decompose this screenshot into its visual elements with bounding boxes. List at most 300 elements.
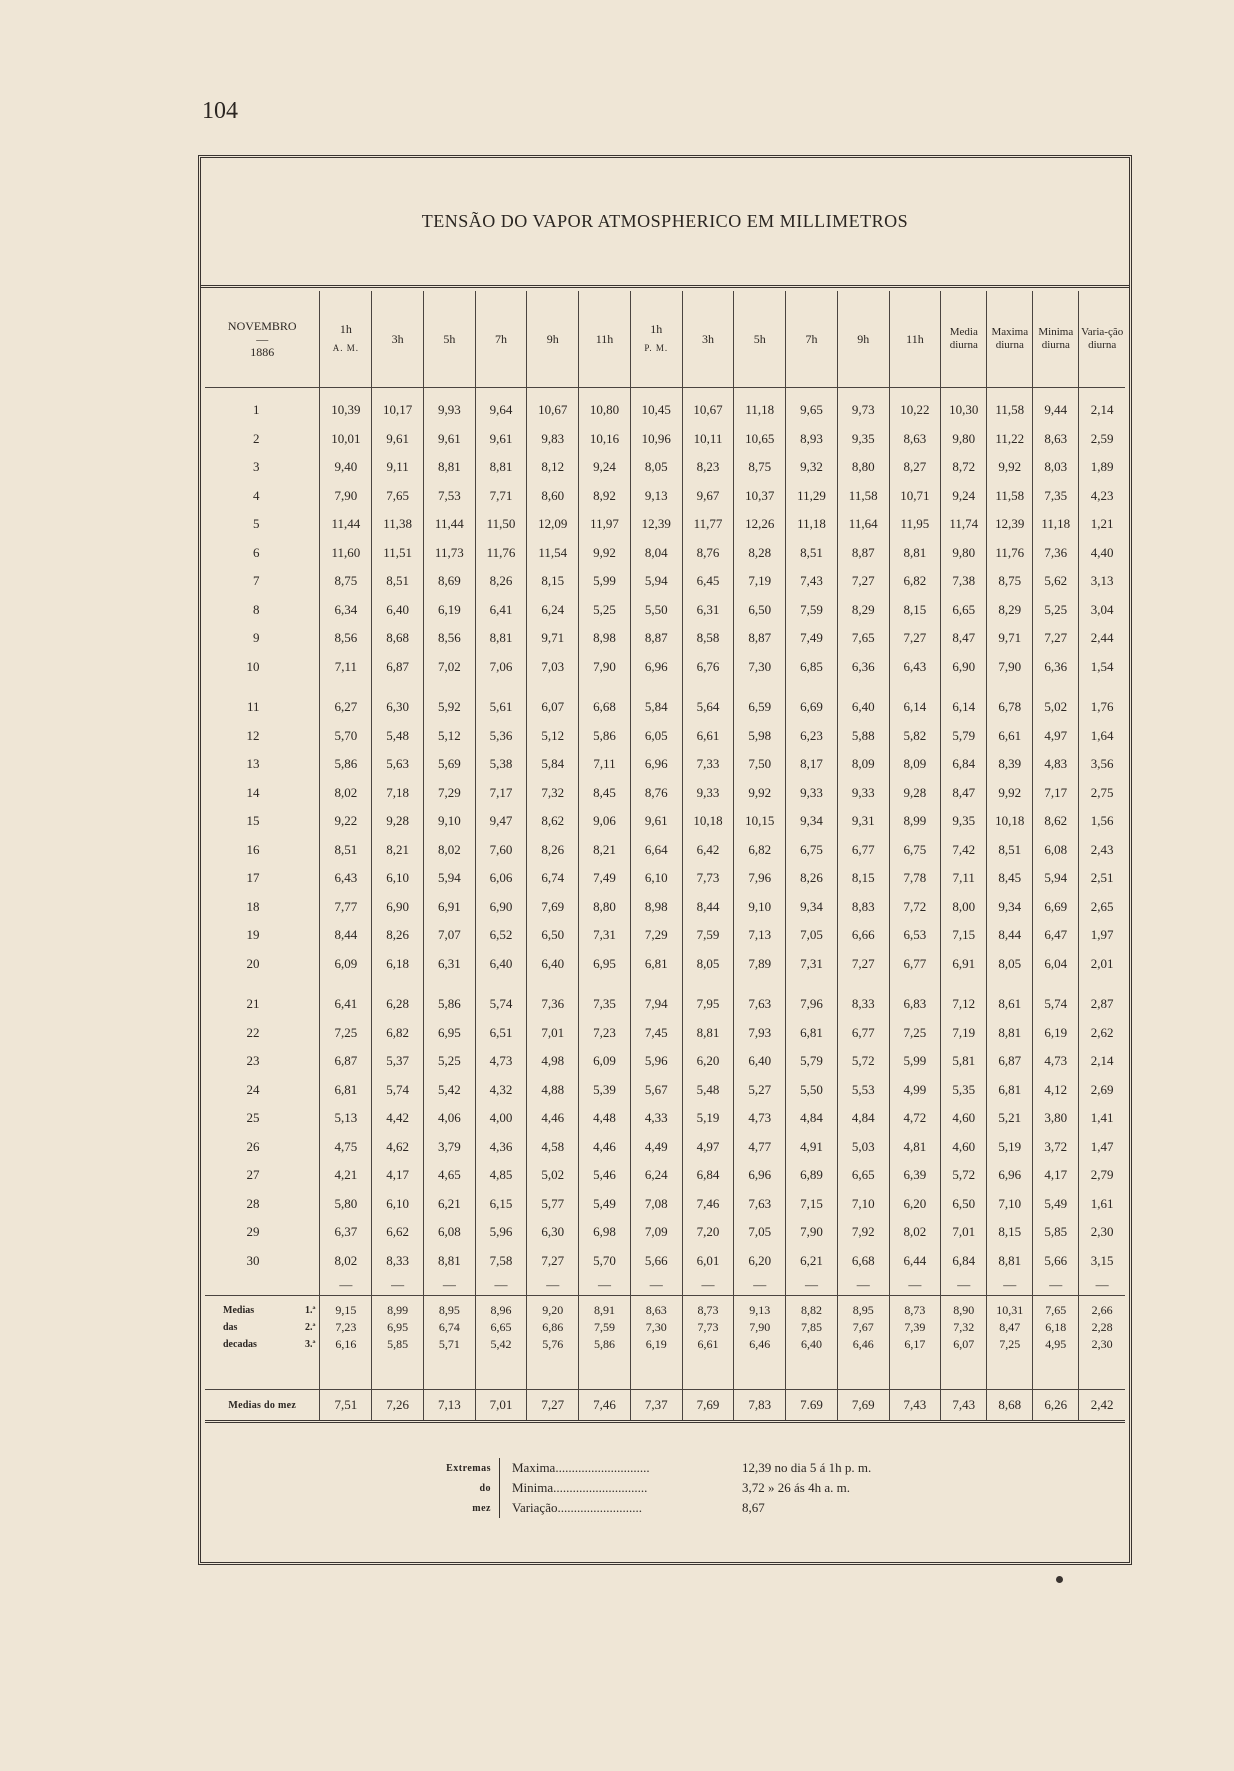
value-cell: 9,80 bbox=[941, 539, 987, 568]
value-cell: 8,81 bbox=[889, 539, 941, 568]
value-cell: 9,92 bbox=[734, 779, 786, 808]
var-value: 8,67 bbox=[742, 1500, 765, 1515]
table-row bbox=[205, 653, 1125, 682]
day-cell: 2 bbox=[252, 430, 260, 446]
value-cell: 6,36 bbox=[837, 653, 889, 682]
value-cell: 5,77 bbox=[527, 1190, 579, 1219]
decade-value: 7,65 bbox=[1033, 1296, 1079, 1320]
hour-header: 1h A. M. bbox=[320, 291, 372, 388]
value-cell: 8,75 bbox=[320, 567, 372, 596]
value-cell: 6,41 bbox=[320, 990, 372, 1019]
value-cell: 10,71 bbox=[889, 482, 941, 511]
value-cell: 5,13 bbox=[320, 1104, 372, 1133]
value-cell: 6,08 bbox=[1033, 836, 1079, 865]
decade-value: 8,73 bbox=[682, 1296, 734, 1320]
value-cell: 5,84 bbox=[630, 693, 682, 722]
decade-value: 9,13 bbox=[734, 1296, 786, 1320]
decade-value: 6,40 bbox=[786, 1336, 838, 1361]
value-cell: 7,65 bbox=[372, 482, 424, 511]
value-cell: 4,72 bbox=[889, 1104, 941, 1133]
value-cell: 7,01 bbox=[527, 1019, 579, 1048]
variacao-header: Varia-ção diurna bbox=[1079, 291, 1125, 388]
value-cell: 6,04 bbox=[1033, 950, 1079, 979]
value-cell: 8,98 bbox=[630, 893, 682, 922]
value-cell: 8,45 bbox=[579, 779, 631, 808]
value-cell: 5,70 bbox=[320, 722, 372, 751]
maxima-header: Maxima diurna bbox=[987, 291, 1033, 388]
value-cell: 4,97 bbox=[1033, 722, 1079, 751]
value-cell: 9,34 bbox=[786, 807, 838, 836]
value-cell: 5,79 bbox=[941, 722, 987, 751]
value-cell: 9,24 bbox=[941, 482, 987, 511]
value-cell: 2,14 bbox=[1079, 1047, 1125, 1076]
value-cell: 10,80 bbox=[579, 388, 631, 425]
value-cell: 5,72 bbox=[837, 1047, 889, 1076]
value-cell: 5,03 bbox=[837, 1133, 889, 1162]
value-cell: 8,92 bbox=[579, 482, 631, 511]
max-value: 12,39 no dia 5 á 1h p. m. bbox=[742, 1460, 872, 1475]
value-cell: 5,53 bbox=[837, 1076, 889, 1105]
value-cell: 4,46 bbox=[579, 1133, 631, 1162]
month-mean-label: Medias do mez bbox=[205, 1390, 320, 1422]
value-cell: 8,51 bbox=[786, 539, 838, 568]
value-cell: 7,15 bbox=[786, 1190, 838, 1219]
value-cell: 2,69 bbox=[1079, 1076, 1125, 1105]
value-cell: 6,68 bbox=[579, 693, 631, 722]
value-cell: 11,51 bbox=[372, 539, 424, 568]
pm-label: P. M. bbox=[644, 343, 669, 353]
value-cell: 11,74 bbox=[941, 510, 987, 539]
value-cell: 5,99 bbox=[579, 567, 631, 596]
value-cell: 7,49 bbox=[786, 624, 838, 653]
value-cell: 8,44 bbox=[682, 893, 734, 922]
max-label: Maxima............................. bbox=[512, 1460, 650, 1475]
value-cell: 8,23 bbox=[682, 453, 734, 482]
value-cell: 6,31 bbox=[423, 950, 475, 979]
month-mean-value: 7,46 bbox=[579, 1390, 631, 1422]
value-cell: 4,42 bbox=[372, 1104, 424, 1133]
decade-value: 7,73 bbox=[682, 1319, 734, 1336]
value-cell: 6,84 bbox=[941, 1247, 987, 1276]
value-cell: 7,59 bbox=[682, 921, 734, 950]
decade-row bbox=[205, 1319, 1125, 1336]
value-cell: 10,18 bbox=[682, 807, 734, 836]
value-cell: 8,15 bbox=[837, 864, 889, 893]
value-cell: 11,60 bbox=[320, 539, 372, 568]
day-cell: 14 bbox=[246, 784, 260, 800]
month-header bbox=[205, 291, 320, 388]
day-cell: 15 bbox=[246, 813, 260, 829]
min-label: Minima............................. bbox=[512, 1480, 648, 1495]
value-cell: 11,58 bbox=[987, 388, 1033, 425]
hour-header: 7h bbox=[786, 291, 838, 388]
month-mean-value: 7,51 bbox=[320, 1390, 372, 1422]
table-row bbox=[205, 1019, 1125, 1048]
value-cell: 8,05 bbox=[682, 950, 734, 979]
value-cell: 8,75 bbox=[987, 567, 1033, 596]
value-cell: 6,14 bbox=[941, 693, 987, 722]
value-cell: 7,94 bbox=[630, 990, 682, 1019]
value-cell: 7,23 bbox=[579, 1019, 631, 1048]
value-cell: 6,15 bbox=[475, 1190, 527, 1219]
value-cell: 4,81 bbox=[889, 1133, 941, 1162]
value-cell: 4,06 bbox=[423, 1104, 475, 1133]
value-cell: 7,38 bbox=[941, 567, 987, 596]
value-cell: 3,79 bbox=[423, 1133, 475, 1162]
value-cell: 5,48 bbox=[682, 1076, 734, 1105]
value-cell: 9,61 bbox=[475, 425, 527, 454]
day-cell: 23 bbox=[246, 1053, 260, 1069]
value-cell: 5,25 bbox=[579, 596, 631, 625]
value-cell: 9,61 bbox=[630, 807, 682, 836]
value-cell: 9,31 bbox=[837, 807, 889, 836]
value-cell: 8,15 bbox=[987, 1218, 1033, 1247]
decade-value: 2,28 bbox=[1079, 1319, 1125, 1336]
value-cell: 9,24 bbox=[579, 453, 631, 482]
table-frame bbox=[198, 155, 1132, 1565]
value-cell: 4,91 bbox=[786, 1133, 838, 1162]
value-cell: 11,76 bbox=[475, 539, 527, 568]
table-row bbox=[205, 1133, 1125, 1162]
decade-value: 5,42 bbox=[475, 1336, 527, 1361]
value-cell: 6,68 bbox=[837, 1247, 889, 1276]
value-cell: 7,25 bbox=[320, 1019, 372, 1048]
dash-row bbox=[205, 1275, 1125, 1296]
value-cell: 4,99 bbox=[889, 1076, 941, 1105]
value-cell: 8,81 bbox=[475, 453, 527, 482]
value-cell: 6,85 bbox=[786, 653, 838, 682]
hour-header: 3h bbox=[372, 291, 424, 388]
value-cell: 6,81 bbox=[786, 1019, 838, 1048]
dash-cell: — bbox=[734, 1275, 786, 1296]
value-cell: 6,95 bbox=[423, 1019, 475, 1048]
decade-label: Medias bbox=[223, 1305, 255, 1316]
value-cell: 6,82 bbox=[372, 1019, 424, 1048]
value-cell: 9,34 bbox=[987, 893, 1033, 922]
value-cell: 7,10 bbox=[837, 1190, 889, 1219]
value-cell: 5,27 bbox=[734, 1076, 786, 1105]
value-cell: 5,21 bbox=[987, 1104, 1033, 1133]
value-cell: 6,40 bbox=[837, 693, 889, 722]
value-cell: 6,40 bbox=[527, 950, 579, 979]
value-cell: 6,66 bbox=[837, 921, 889, 950]
value-cell: 8,29 bbox=[837, 596, 889, 625]
decade-value: 6,07 bbox=[941, 1336, 987, 1361]
value-cell: 8,21 bbox=[579, 836, 631, 865]
value-cell: 8,26 bbox=[372, 921, 424, 950]
value-cell: 4,23 bbox=[1079, 482, 1125, 511]
value-cell: 8,87 bbox=[734, 624, 786, 653]
header-row bbox=[205, 291, 1125, 388]
value-cell: 6,62 bbox=[372, 1218, 424, 1247]
decade-value: 5,86 bbox=[579, 1336, 631, 1361]
value-cell: 8,28 bbox=[734, 539, 786, 568]
table-row bbox=[205, 1247, 1125, 1276]
decade-value: 7,90 bbox=[734, 1319, 786, 1336]
decade-value: 5,71 bbox=[423, 1336, 475, 1361]
dash-cell: — bbox=[475, 1275, 527, 1296]
value-cell: 8,26 bbox=[786, 864, 838, 893]
month-mean-value: 8,68 bbox=[987, 1390, 1033, 1422]
value-cell: 1,41 bbox=[1079, 1104, 1125, 1133]
value-cell: 4,84 bbox=[786, 1104, 838, 1133]
value-cell: 9,93 bbox=[423, 388, 475, 425]
value-cell: 4,83 bbox=[1033, 750, 1079, 779]
value-cell: 6,77 bbox=[837, 1019, 889, 1048]
value-cell: 6,09 bbox=[320, 950, 372, 979]
value-cell: 6,30 bbox=[372, 693, 424, 722]
value-cell: 7,49 bbox=[579, 864, 631, 893]
value-cell: 11,18 bbox=[786, 510, 838, 539]
month-mean-value: 7,69 bbox=[837, 1390, 889, 1422]
value-cell: 2,59 bbox=[1079, 425, 1125, 454]
value-cell: 5,92 bbox=[423, 693, 475, 722]
value-cell: 4,12 bbox=[1033, 1076, 1079, 1105]
dash-cell: — bbox=[372, 1275, 424, 1296]
value-cell: 2,65 bbox=[1079, 893, 1125, 922]
value-cell: 10,65 bbox=[734, 425, 786, 454]
value-cell: 8,63 bbox=[1033, 425, 1079, 454]
value-cell: 7,05 bbox=[734, 1218, 786, 1247]
value-cell: 7,60 bbox=[475, 836, 527, 865]
var-label: Variação.......................... bbox=[512, 1500, 642, 1515]
value-cell: 10,96 bbox=[630, 425, 682, 454]
value-cell: 6,74 bbox=[527, 864, 579, 893]
value-cell: 7,13 bbox=[734, 921, 786, 950]
value-cell: 7,63 bbox=[734, 990, 786, 1019]
table-row bbox=[205, 893, 1125, 922]
decade-value: 8,63 bbox=[630, 1296, 682, 1320]
value-cell: 6,44 bbox=[889, 1247, 941, 1276]
value-cell: 7,29 bbox=[423, 779, 475, 808]
table-row bbox=[205, 510, 1125, 539]
value-cell: 6,20 bbox=[889, 1190, 941, 1219]
value-cell: 6,10 bbox=[372, 864, 424, 893]
value-cell: 8,76 bbox=[630, 779, 682, 808]
decade-value: 7,25 bbox=[987, 1336, 1033, 1361]
value-cell: 4,97 bbox=[682, 1133, 734, 1162]
value-cell: 6,61 bbox=[987, 722, 1033, 751]
value-cell: 6,81 bbox=[320, 1076, 372, 1105]
table-row bbox=[205, 693, 1125, 722]
day-cell: 4 bbox=[252, 487, 260, 503]
value-cell: 7,77 bbox=[320, 893, 372, 922]
value-cell: 8,12 bbox=[527, 453, 579, 482]
value-cell: 6,05 bbox=[630, 722, 682, 751]
page-number: 104 bbox=[202, 98, 238, 124]
value-cell: 8,45 bbox=[987, 864, 1033, 893]
value-cell: 5,25 bbox=[1033, 596, 1079, 625]
value-cell: 7,90 bbox=[579, 653, 631, 682]
value-cell: 4,65 bbox=[423, 1161, 475, 1190]
value-cell: 8,02 bbox=[889, 1218, 941, 1247]
table-row bbox=[205, 864, 1125, 893]
value-cell: 6,95 bbox=[579, 950, 631, 979]
value-cell: 5,12 bbox=[527, 722, 579, 751]
table-row bbox=[205, 1104, 1125, 1133]
value-cell: 7,95 bbox=[682, 990, 734, 1019]
decade-value: 8,96 bbox=[475, 1296, 527, 1320]
value-cell: 1,56 bbox=[1079, 807, 1125, 836]
value-cell: 11,58 bbox=[987, 482, 1033, 511]
day-cell: 16 bbox=[246, 841, 260, 857]
table-row bbox=[205, 1218, 1125, 1247]
dash-cell: — bbox=[630, 1275, 682, 1296]
value-cell: 10,67 bbox=[682, 388, 734, 425]
value-cell: 6,39 bbox=[889, 1161, 941, 1190]
value-cell: 4,17 bbox=[372, 1161, 424, 1190]
value-cell: 6,91 bbox=[941, 950, 987, 979]
value-cell: 2,43 bbox=[1079, 836, 1125, 865]
value-cell: 7,27 bbox=[1033, 624, 1079, 653]
value-cell: 1,54 bbox=[1079, 653, 1125, 682]
value-cell: 6,19 bbox=[1033, 1019, 1079, 1048]
value-cell: 5,02 bbox=[1033, 693, 1079, 722]
value-cell: 8,87 bbox=[630, 624, 682, 653]
value-cell: 9,44 bbox=[1033, 388, 1079, 425]
value-cell: 7,09 bbox=[630, 1218, 682, 1247]
value-cell: 7,71 bbox=[475, 482, 527, 511]
value-cell: 8,69 bbox=[423, 567, 475, 596]
value-cell: 10,16 bbox=[579, 425, 631, 454]
value-cell: 9,10 bbox=[423, 807, 475, 836]
table-row bbox=[205, 1076, 1125, 1105]
value-cell: 6,53 bbox=[889, 921, 941, 950]
table-body bbox=[205, 388, 1125, 1422]
value-cell: 9,34 bbox=[786, 893, 838, 922]
value-cell: 4,60 bbox=[941, 1133, 987, 1162]
value-cell: 5,86 bbox=[579, 722, 631, 751]
decade-value: 8,47 bbox=[987, 1319, 1033, 1336]
value-cell: 8,09 bbox=[889, 750, 941, 779]
value-cell: 9,13 bbox=[630, 482, 682, 511]
value-cell: 9,28 bbox=[889, 779, 941, 808]
value-cell: 8,87 bbox=[837, 539, 889, 568]
decade-value: 9,15 bbox=[320, 1296, 372, 1320]
value-cell: 5,66 bbox=[630, 1247, 682, 1276]
value-cell: 6,91 bbox=[423, 893, 475, 922]
dash-cell: — bbox=[1079, 1275, 1125, 1296]
value-cell: 11,64 bbox=[837, 510, 889, 539]
value-cell: 9,06 bbox=[579, 807, 631, 836]
value-cell: 6,69 bbox=[786, 693, 838, 722]
value-cell: 9,11 bbox=[372, 453, 424, 482]
value-cell: 9,10 bbox=[734, 893, 786, 922]
value-cell: 8,58 bbox=[682, 624, 734, 653]
value-cell: 4,62 bbox=[372, 1133, 424, 1162]
decade-value: 10,31 bbox=[987, 1296, 1033, 1320]
value-cell: 7,78 bbox=[889, 864, 941, 893]
value-cell: 5,46 bbox=[579, 1161, 631, 1190]
month-mean-value: 7,43 bbox=[889, 1390, 941, 1422]
value-cell: 8,27 bbox=[889, 453, 941, 482]
value-cell: 5,48 bbox=[372, 722, 424, 751]
day-cell: 26 bbox=[246, 1138, 260, 1154]
month-mean-value: 7,27 bbox=[527, 1390, 579, 1422]
value-cell: 8,03 bbox=[1033, 453, 1079, 482]
value-cell: 5,81 bbox=[941, 1047, 987, 1076]
value-cell: 8,05 bbox=[630, 453, 682, 482]
value-cell: 7,27 bbox=[837, 950, 889, 979]
value-cell: 11,18 bbox=[734, 388, 786, 425]
value-cell: 7,90 bbox=[786, 1218, 838, 1247]
value-cell: 6,84 bbox=[682, 1161, 734, 1190]
value-cell: 5,49 bbox=[1033, 1190, 1079, 1219]
value-cell: 10,01 bbox=[320, 425, 372, 454]
value-cell: 3,13 bbox=[1079, 567, 1125, 596]
value-cell: 9,71 bbox=[527, 624, 579, 653]
value-cell: 9,92 bbox=[579, 539, 631, 568]
decade-spacer bbox=[205, 978, 1125, 990]
day-cell: 10 bbox=[246, 658, 260, 674]
value-cell: 10,18 bbox=[987, 807, 1033, 836]
value-cell: 8,81 bbox=[682, 1019, 734, 1048]
value-cell: 8,51 bbox=[320, 836, 372, 865]
day-cell: 17 bbox=[246, 870, 260, 886]
value-cell: 12,39 bbox=[630, 510, 682, 539]
value-cell: 8,68 bbox=[372, 624, 424, 653]
dash-cell: — bbox=[320, 1275, 372, 1296]
value-cell: 5,79 bbox=[786, 1047, 838, 1076]
value-cell: 5,98 bbox=[734, 722, 786, 751]
dash-cell: — bbox=[682, 1275, 734, 1296]
value-cell: 5,19 bbox=[987, 1133, 1033, 1162]
value-cell: 8,63 bbox=[889, 425, 941, 454]
value-cell: 8,76 bbox=[682, 539, 734, 568]
value-cell: 5,61 bbox=[475, 693, 527, 722]
table-row bbox=[205, 388, 1125, 425]
decade-value: 7,32 bbox=[941, 1319, 987, 1336]
table-row bbox=[205, 779, 1125, 808]
value-cell: 6,69 bbox=[1033, 893, 1079, 922]
value-cell: 4,85 bbox=[475, 1161, 527, 1190]
value-cell: 7,17 bbox=[475, 779, 527, 808]
media-header: Media diurna bbox=[941, 291, 987, 388]
dash-cell: — bbox=[889, 1275, 941, 1296]
value-cell: 6,98 bbox=[579, 1218, 631, 1247]
value-cell: 6,14 bbox=[889, 693, 941, 722]
value-cell: 8,44 bbox=[320, 921, 372, 950]
value-cell: 6,08 bbox=[423, 1218, 475, 1247]
value-cell: 5,74 bbox=[475, 990, 527, 1019]
value-cell: 7,19 bbox=[941, 1019, 987, 1048]
decade-row bbox=[205, 1296, 1125, 1320]
value-cell: 11,58 bbox=[837, 482, 889, 511]
value-cell: 6,10 bbox=[630, 864, 682, 893]
day-cell: 7 bbox=[252, 573, 260, 589]
value-cell: 6,43 bbox=[889, 653, 941, 682]
value-cell: 7,10 bbox=[987, 1190, 1033, 1219]
value-cell: 4,98 bbox=[527, 1047, 579, 1076]
table-row bbox=[205, 567, 1125, 596]
decade-value: 5,85 bbox=[372, 1336, 424, 1361]
value-cell: 2,87 bbox=[1079, 990, 1125, 1019]
value-cell: 6,96 bbox=[630, 750, 682, 779]
table-row bbox=[205, 921, 1125, 950]
hour-header: 3h bbox=[682, 291, 734, 388]
decade-value: 6,18 bbox=[1033, 1319, 1079, 1336]
table-row bbox=[205, 950, 1125, 979]
value-cell: 11,97 bbox=[579, 510, 631, 539]
value-cell: 2,30 bbox=[1079, 1218, 1125, 1247]
month-mean-value: 7,13 bbox=[423, 1390, 475, 1422]
value-cell: 6,20 bbox=[682, 1047, 734, 1076]
value-cell: 7,43 bbox=[786, 567, 838, 596]
value-cell: 6,76 bbox=[682, 653, 734, 682]
value-cell: 9,32 bbox=[786, 453, 838, 482]
value-cell: 7,72 bbox=[889, 893, 941, 922]
decade-value: 6,65 bbox=[475, 1319, 527, 1336]
